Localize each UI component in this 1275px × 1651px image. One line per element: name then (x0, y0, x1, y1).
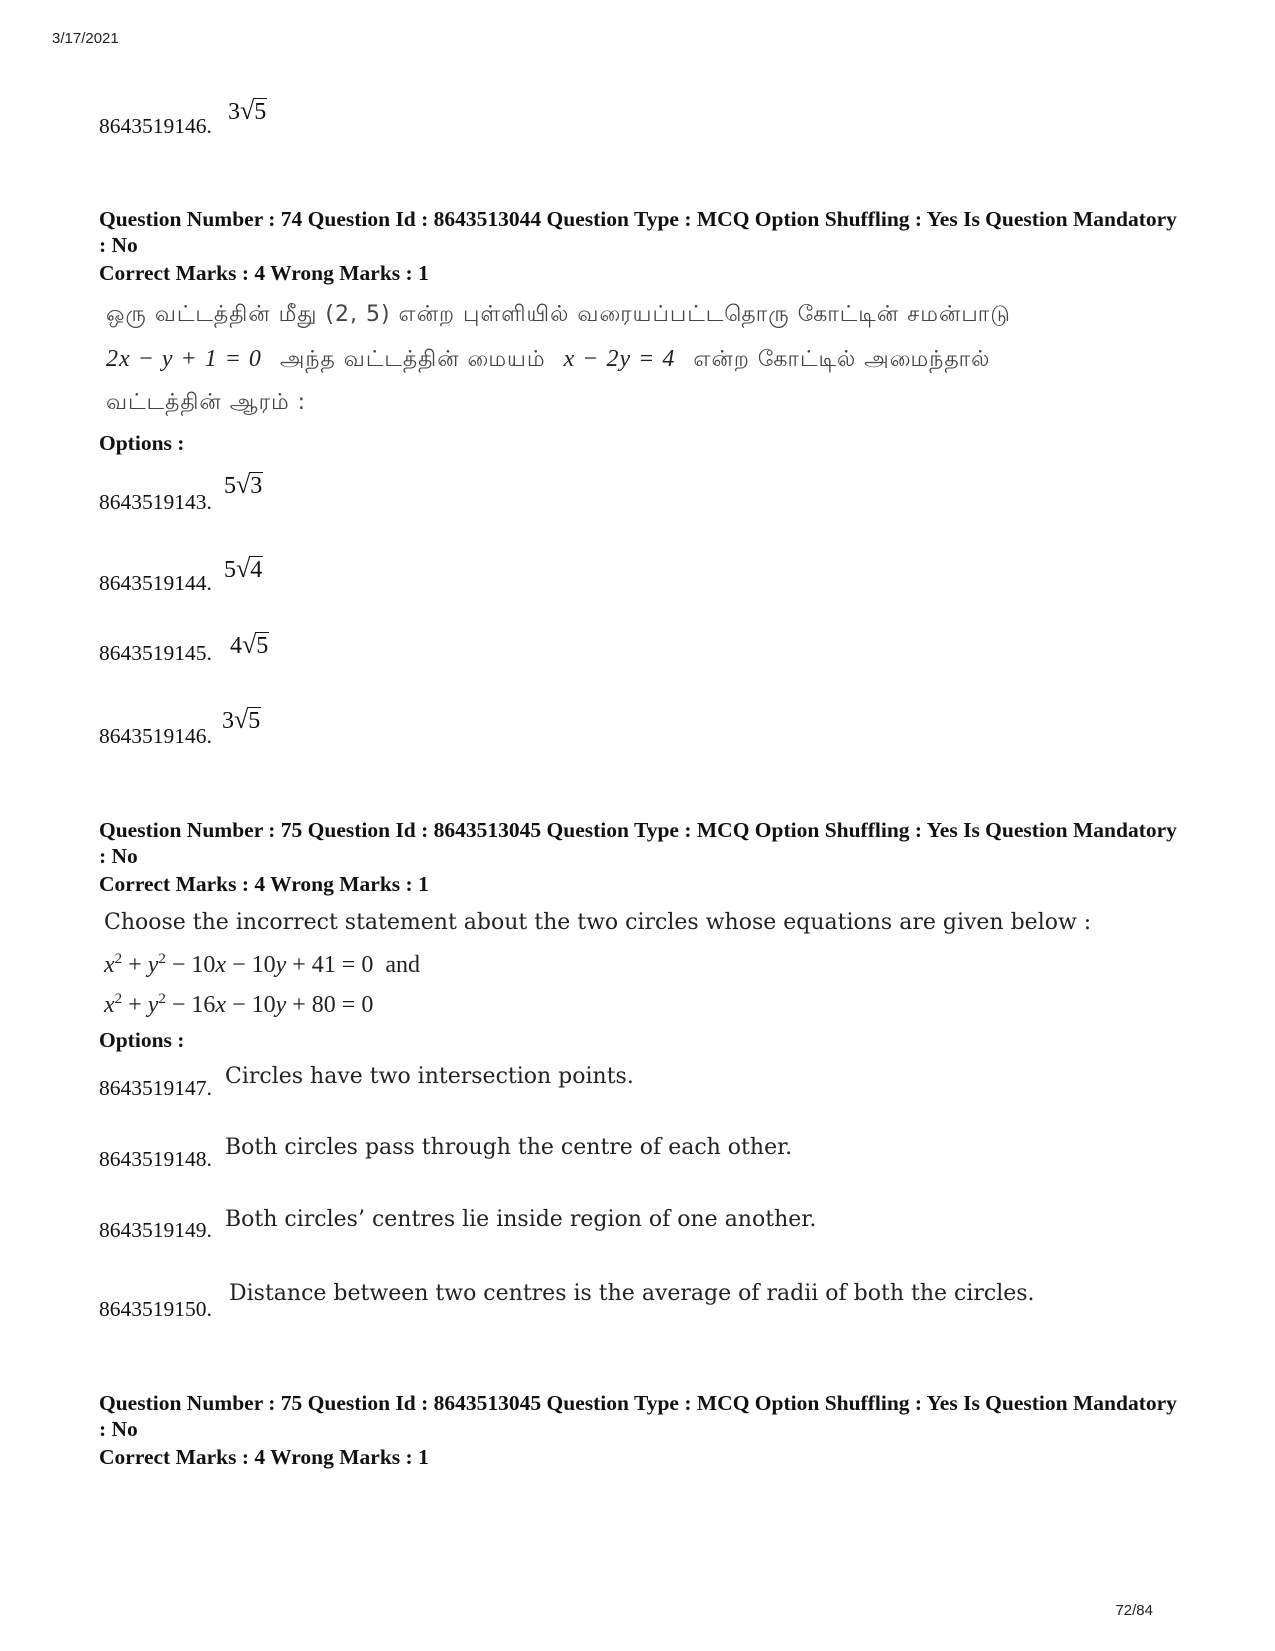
option-id: 8643519149. (99, 1218, 212, 1242)
question-header: Question Number : 75 Question Id : 8643513045 Question Type : MCQ Option Shuffling : Yes Is Question Mandatory : No (99, 1391, 1177, 1441)
option-id: 8643519145. (99, 641, 212, 665)
option-value: 3√5 (228, 96, 267, 125)
option-id: 8643519147. (99, 1076, 212, 1100)
question-text: Choose the incorrect statement about the two circles whose equations are given below : (104, 910, 1092, 935)
question-marks: Correct Marks : 4 Wrong Marks : 1 (99, 261, 429, 285)
option-id: 8643519146. (99, 114, 212, 138)
option-value: 5√3 (224, 470, 263, 499)
option-id: 8643519146. (99, 724, 212, 748)
question-text-line: வட்டத்தின் ஆரம் : (106, 390, 307, 415)
print-date: 3/17/2021 (52, 30, 119, 47)
option-text: Distance between two centres is the average of radii of both the circles. (229, 1281, 1035, 1306)
option-text: Both circles pass through the centre of each other. (225, 1135, 793, 1160)
question-header: Question Number : 74 Question Id : 8643513044 Question Type : MCQ Option Shuffling : Yes Is Question Mandatory : No (99, 207, 1177, 257)
options-label: Options : (99, 431, 185, 455)
question-header: Question Number : 75 Question Id : 8643513045 Question Type : MCQ Option Shuffling : Yes Is Question Mandatory : No (99, 818, 1177, 868)
option-id: 8643519143. (99, 490, 212, 514)
options-label: Options : (99, 1028, 185, 1052)
option-value: 4√5 (230, 630, 269, 659)
option-value: 5√4 (224, 554, 263, 583)
page-number: 72/84 (1115, 1602, 1153, 1619)
option-id: 8643519144. (99, 571, 212, 595)
option-text: Both circles’ centres lie inside region of one another. (225, 1207, 817, 1232)
equation-2: $x^2 + y^2 - 16x - 10y + 80 = 0$ (104, 991, 374, 1018)
question-marks: Correct Marks : 4 Wrong Marks : 1 (99, 1445, 429, 1469)
question-text-line: 2x − y + 1 = 0 அந்த வட்டத்தின் மையம் x − 2y = 4 என்ற கோட்டில் அமைந்தால் (106, 346, 991, 372)
equation-1: $x^2 + y^2 - 10x - 10y + 41 = 0$ and (104, 951, 420, 978)
question-marks: Correct Marks : 4 Wrong Marks : 1 (99, 872, 429, 896)
question-text-line: ஒரு வட்டத்தின் மீது (2, 5) என்ற புள்ளியில் வரையப்பட்டதொரு கோட்டின் சமன்பாடு (106, 302, 1011, 327)
option-value: 3√5 (222, 705, 261, 734)
option-text: Circles have two intersection points. (225, 1064, 634, 1089)
option-id: 8643519150. (99, 1297, 212, 1321)
option-id: 8643519148. (99, 1147, 212, 1171)
